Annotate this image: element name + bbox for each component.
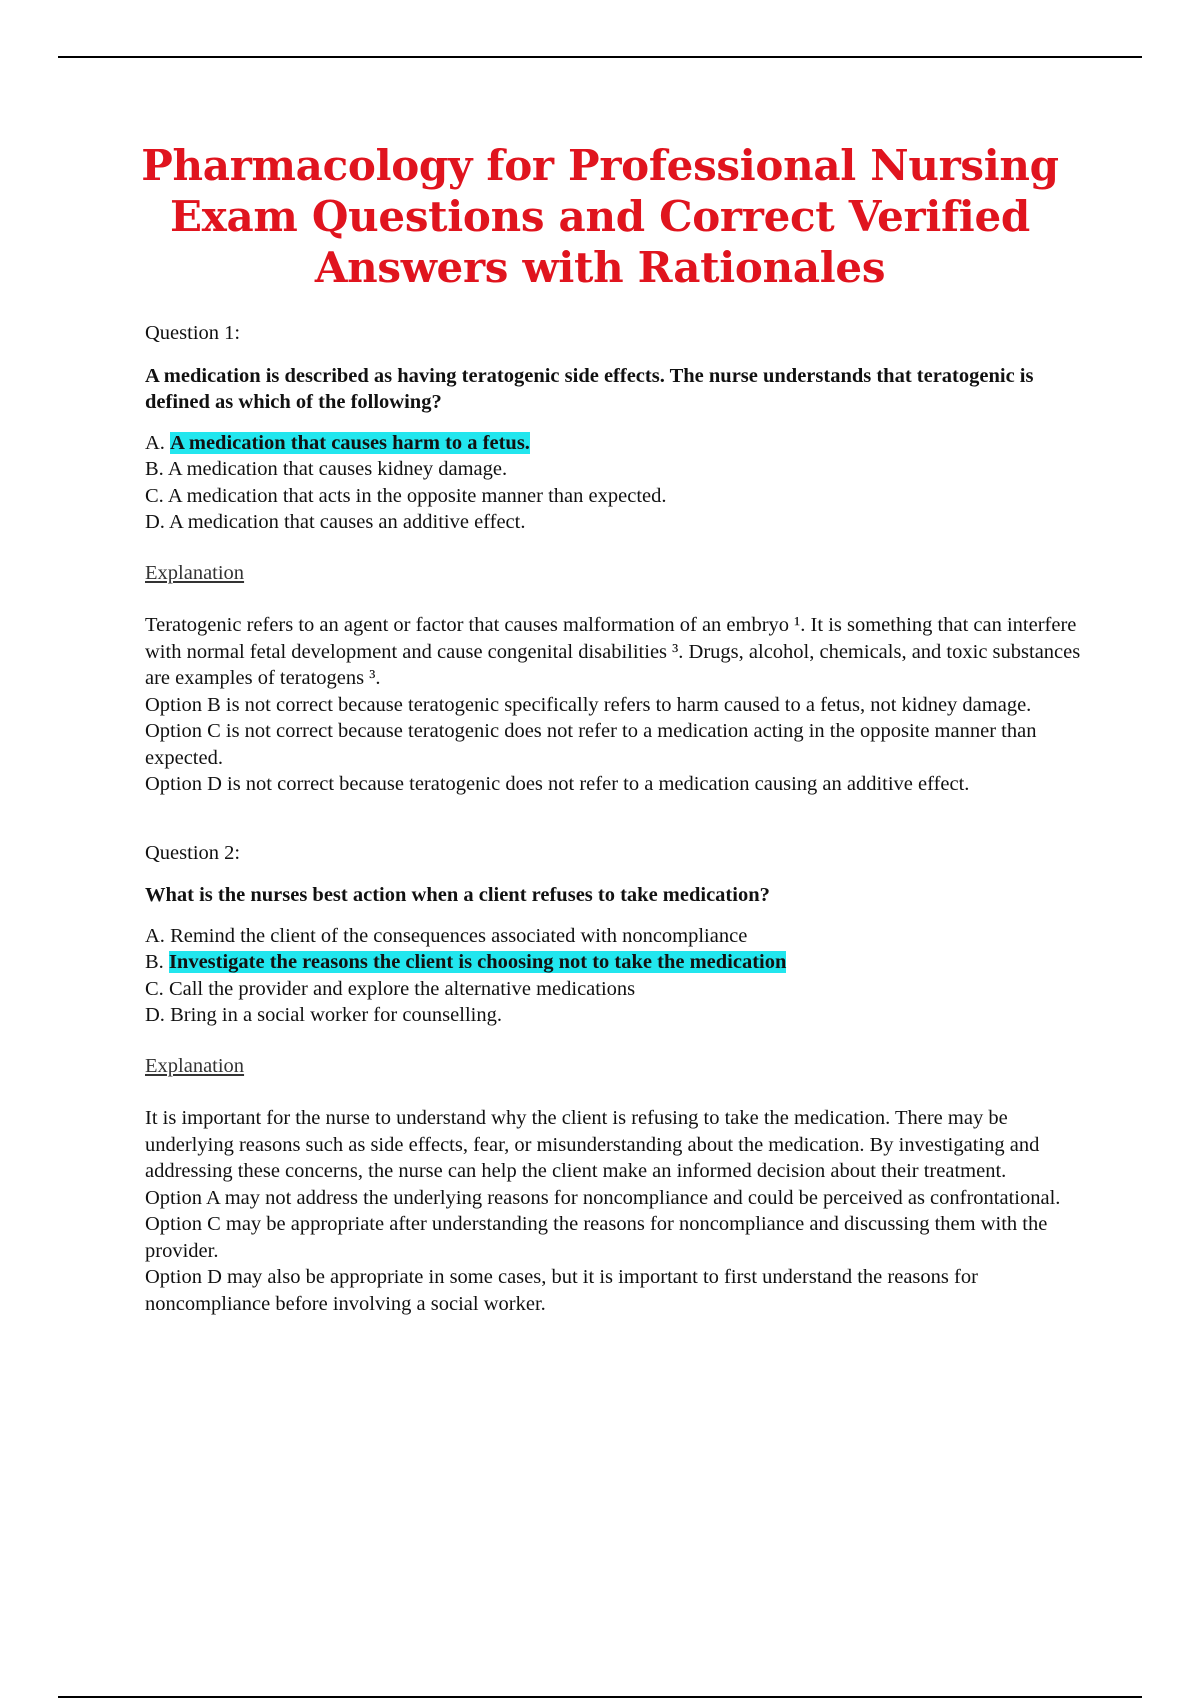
- explanation-paragraph: Option D is not correct because teratogenic does not refer to a medication causing an additive effect.: [145, 773, 970, 795]
- option-a: [145, 923, 1095, 950]
- option-letter: D.: [145, 511, 165, 533]
- question-1: [145, 320, 1095, 798]
- correct-answer-highlight: Investigate the reasons the client is choosing not to take the medication: [168, 951, 787, 973]
- option-text: A medication that acts in the opposite manner than expected.: [167, 484, 667, 507]
- option-d: [145, 509, 1095, 536]
- answer-options: [145, 923, 1095, 1029]
- explanation-body: [145, 612, 1095, 798]
- option-d: [145, 1002, 1095, 1029]
- bottom-rule: [58, 1696, 1142, 1698]
- option-b: [145, 456, 1095, 483]
- explanation-paragraph: Option C is not correct because teratogenic does not refer to a medication acting in the opposite manner than expected.: [145, 720, 1037, 769]
- option-letter: B.: [145, 458, 164, 480]
- answer-options: [145, 430, 1095, 536]
- option-letter: C.: [145, 977, 164, 1000]
- option-a: [145, 430, 1095, 457]
- option-letter: A.: [145, 431, 165, 454]
- explanation-paragraph: Option A may not address the underlying reasons for noncompliance and could be perceived as confrontational.: [145, 1186, 1061, 1209]
- option-b: [145, 949, 1095, 976]
- option-letter: C.: [145, 484, 164, 507]
- explanation-paragraph: Option D may also be appropriate in some cases, but it is important to first understand the reasons for noncompliance before involving a social worker.: [145, 1266, 978, 1315]
- option-text: A medication that causes kidney damage.: [167, 458, 508, 480]
- option-text: A medication that causes an additive effect.: [168, 511, 526, 533]
- correct-answer-highlight: A medication that causes harm to a fetus.: [170, 431, 530, 454]
- top-rule: [58, 56, 1142, 58]
- explanation-paragraph: It is important for the nurse to understand why the client is refusing to take the medication. There may be underlying reasons such as side effects, fear, or misunderstanding about the medication. By investigating and addressing these concerns, the nurse can help the client make an informed decision about their treatment.: [145, 1107, 1040, 1182]
- explanation-body: [145, 1105, 1095, 1317]
- explanation-heading: Explanation: [145, 1054, 245, 1077]
- explanation-paragraph: Teratogenic refers to an agent or factor that causes malformation of an embryo ¹. It is something that can interfere with normal fetal development and cause congenital disabilities ³. Drugs, alcohol, chemicals, and toxic substances are examples of teratogens ³.: [145, 614, 1081, 689]
- option-c: [145, 483, 1095, 510]
- question-label: Question 2:: [145, 841, 241, 864]
- question-text: What is the nurses best action when a client refuses to take medication?: [145, 884, 770, 906]
- explanation-heading: Explanation: [145, 561, 245, 584]
- option-text: Remind the client of the consequences associated with noncompliance: [170, 924, 748, 947]
- document-title: Pharmacology for Professional Nursing Exam Questions and Correct Verified Answers with Rationales: [141, 141, 1059, 292]
- question-2: [145, 840, 1095, 1318]
- option-c: [145, 976, 1095, 1003]
- document-content: [145, 320, 1095, 1317]
- option-letter: B.: [145, 951, 164, 973]
- option-text: Bring in a social worker for counselling.: [170, 1004, 502, 1026]
- option-letter: A.: [145, 924, 165, 947]
- option-text: Call the provider and explore the alternative medications: [168, 977, 636, 1000]
- explanation-paragraph: Option B is not correct because teratogenic specifically refers to harm caused to a fetus, not kidney damage.: [145, 693, 1032, 716]
- explanation-paragraph: Option C may be appropriate after understanding the reasons for noncompliance and discussing them with the provider.: [145, 1213, 1048, 1262]
- question-label: Question 1:: [145, 322, 241, 344]
- question-text: A medication is described as having teratogenic side effects. The nurse understands that teratogenic is defined as which of the following?: [145, 364, 1034, 413]
- option-letter: D.: [145, 1004, 165, 1026]
